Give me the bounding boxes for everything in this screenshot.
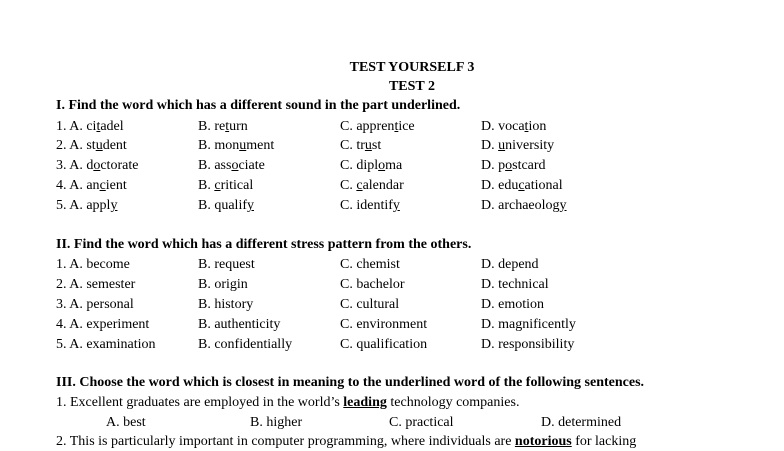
option-a: 3. A. doctorate [56,158,139,173]
option-d: D. magnificently [481,317,576,332]
option-a: 1. A. citadel [56,119,124,134]
option-a: 5. A. examination [56,337,156,352]
s3-question-1-options [0,414,784,434]
option-a: 1. A. become [56,257,130,272]
option-d: D. university [481,138,555,153]
option-d: D. technical [481,277,549,292]
option-c: C. apprentice [340,119,415,134]
option-b: B. qualify [198,198,254,213]
option-d: D. archaeology [481,198,567,213]
option-a: 3. A. personal [56,297,134,312]
option-d: D. responsibility [481,337,575,352]
option-c: C. calendar [340,178,404,193]
option-d: D. depend [481,257,539,272]
option-b: B. associate [198,158,265,173]
option-c: C. environment [340,317,428,332]
option-b: B. return [198,119,248,134]
option-b: B. confidentially [198,337,293,352]
option-d: D. determined [541,415,622,430]
option-c: C. qualification [340,337,428,352]
section-2-heading: II. Find the word which has a different stress pattern from the others. [56,237,472,252]
option-c: C. bachelor [340,277,405,292]
option-d: D. emotion [481,297,544,312]
option-a: 4. A. ancient [56,178,127,193]
s3-question-1: 1. Excellent graduates are employed in the world’s leading technology companies. [56,395,520,410]
option-a: 2. A. semester [56,277,136,292]
option-a: 5. A. apply [56,198,118,213]
title-test-yourself: TEST YOURSELF 3 [349,60,475,75]
option-a: 4. A. experiment [56,317,150,332]
option-b: B. monument [198,138,275,153]
section-1-heading: I. Find the word which has a different sound in the part underlined. [56,98,461,113]
option-a: A. best [106,415,146,430]
option-b: B. higher [250,415,303,430]
option-b: B. history [198,297,254,312]
s3-question-2: 2. This is particularly important in computer programming, where individuals are notorious for lacking [56,434,637,449]
option-b: B. request [198,257,255,272]
option-a: 2. A. student [56,138,127,153]
option-c: C. cultural [340,297,400,312]
title-test-number: TEST 2 [388,79,436,94]
option-c: C. identify [340,198,400,213]
option-c: C. chemist [340,257,400,272]
option-d: D. educational [481,178,563,193]
option-d: D. vocation [481,119,547,134]
option-c: C. trust [340,138,382,153]
option-c: C. practical [389,415,454,430]
option-c: C. diploma [340,158,403,173]
option-b: B. authenticity [198,317,281,332]
option-b: B. critical [198,178,254,193]
option-b: B. origin [198,277,248,292]
option-d: D. postcard [481,158,546,173]
section-3-heading: III. Choose the word which is closest in meaning to the underlined word of the following sentences. [56,375,645,390]
